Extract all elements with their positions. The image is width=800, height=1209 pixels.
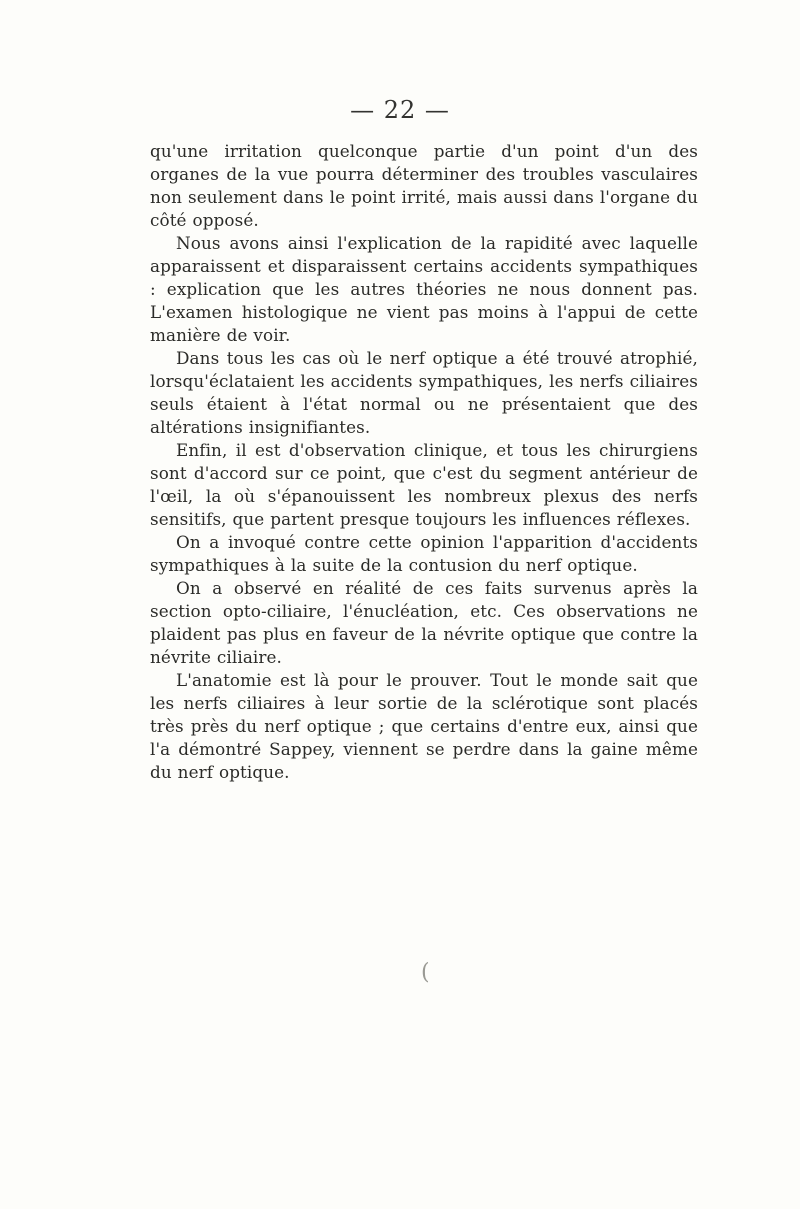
paragraph: On a invoqué contre cette opinion l'apparition d'accidents sympathiques à la suite de la contusion du nerf optique.: [150, 532, 698, 575]
stray-mark: (: [421, 960, 430, 985]
paragraph: qu'une irritation quelconque partie d'un point d'un des organes de la vue pourra déterminer des troubles vasculaires non seulement dans le point irrité, mais aussi dans l'organe du côté opposé.: [150, 141, 698, 230]
page-number: — 22 —: [350, 96, 450, 124]
paragraph: Enfin, il est d'observation clinique, et tous les chirurgiens sont d'accord sur ce point, que c'est du segment antérieur de l'œil, la où s'épanouissent les nombreux plexus des nerfs sensitifs, que partent presque toujours les influences réflexes.: [150, 440, 698, 529]
page-text: [150, 140, 698, 784]
paragraph: On a observé en réalité de ces faits survenus après la section opto-ciliaire, l'énucléation, etc. Ces observations ne plaident pas plus en faveur de la névrite optique que contre la névrite ciliaire.: [150, 578, 698, 667]
paragraph: L'anatomie est là pour le prouver. Tout le monde sait que les nerfs ciliaires à leur sortie de la sclérotique sont placés très près du nerf optique ; que certains d'entre eux, ainsi que l'a démontré Sappey, viennent se perdre dans la gaine même du nerf optique.: [150, 670, 698, 782]
paragraph: Nous avons ainsi l'explication de la rapidité avec laquelle apparaissent et disparaissent certains accidents sympathiques : explication que les autres théories ne nous donnent pas. L'examen histologique ne vient pas moins à l'appui de cette manière de voir.: [150, 233, 698, 345]
paragraph: Dans tous les cas où le nerf optique a été trouvé atrophié, lorsqu'éclataient les accidents sympathiques, les nerfs ciliaires seuls étaient à l'état normal ou ne présentaient que des altérations insignifiantes.: [150, 348, 698, 437]
